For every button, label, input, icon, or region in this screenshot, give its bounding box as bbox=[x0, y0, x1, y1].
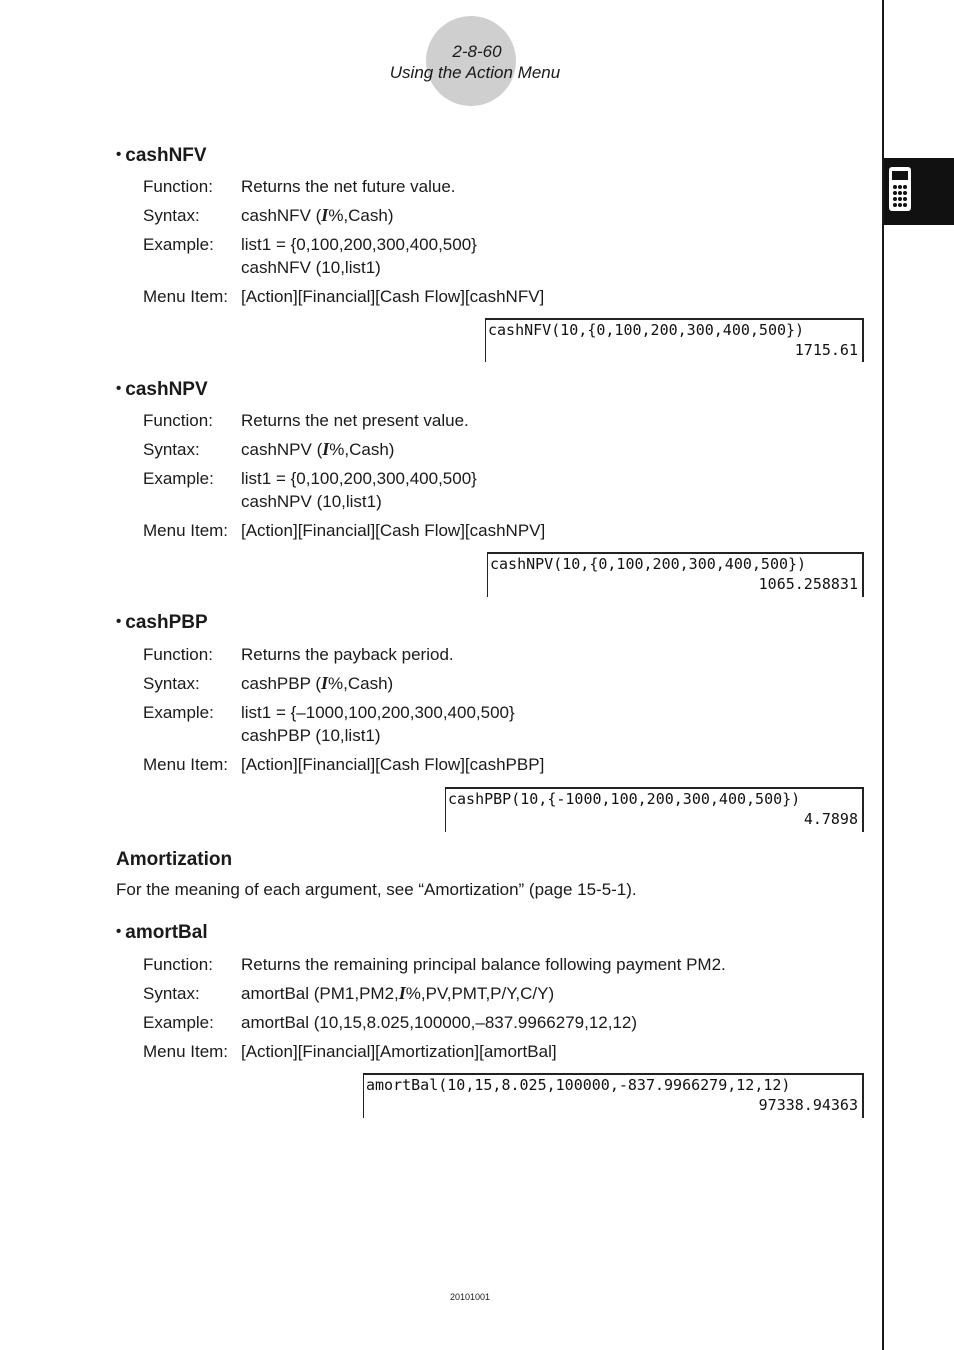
example-label: Example: bbox=[143, 703, 214, 722]
function-text: Returns the net future value. bbox=[241, 177, 456, 196]
menu-path: [Action][Financial][Amortization][amortBal] bbox=[241, 1042, 557, 1061]
section-title: Amortization bbox=[116, 849, 233, 870]
syntax-label: Syntax: bbox=[143, 674, 200, 693]
screen-result: 1715.61 bbox=[794, 341, 858, 359]
footer-code: 20101001 bbox=[449, 1292, 491, 1302]
screen-result: 97338.94363 bbox=[758, 1096, 858, 1114]
example-line-1: list1 = {0,100,200,300,400,500} bbox=[241, 469, 477, 488]
section-description: For the meaning of each argument, see “Amortization” (page 15-5-1). bbox=[116, 880, 637, 899]
bullet: • bbox=[116, 380, 122, 397]
bullet: • bbox=[116, 923, 122, 940]
menu-path: [Action][Financial][Cash Flow][cashPBP] bbox=[241, 755, 545, 774]
page-number: 2-8-60 bbox=[452, 42, 502, 61]
example-line-1: list1 = {0,100,200,300,400,500} bbox=[241, 235, 477, 254]
calculator-screen bbox=[487, 552, 864, 597]
example-line-1: amortBal (10,15,8.025,100000,–837.9966279,12,12) bbox=[241, 1013, 638, 1032]
screen-input: amortBal(10,15,8.025,100000,-837.9966279,12,12) bbox=[366, 1076, 791, 1094]
screen-result: 1065.258831 bbox=[758, 575, 858, 593]
function-label: Function: bbox=[143, 645, 213, 664]
function-label: Function: bbox=[143, 411, 213, 430]
chapter-tab bbox=[884, 158, 954, 225]
menu-label: Menu Item: bbox=[143, 1042, 229, 1061]
item-name: cashPBP bbox=[125, 612, 208, 633]
syntax-text: cashNPV (I%,Cash) bbox=[241, 439, 395, 459]
menu-path: [Action][Financial][Cash Flow][cashNFV] bbox=[241, 287, 545, 306]
screen-input: cashNFV(10,{0,100,200,300,400,500}) bbox=[488, 321, 805, 339]
menu-label: Menu Item: bbox=[143, 755, 229, 774]
example-line-2: cashNFV (10,list1) bbox=[241, 258, 381, 277]
example-label: Example: bbox=[143, 469, 214, 488]
item-title-cashnpv bbox=[116, 379, 208, 401]
menu-path: [Action][Financial][Cash Flow][cashNPV] bbox=[241, 521, 546, 540]
function-text: Returns the remaining principal balance following payment PM2. bbox=[241, 955, 726, 974]
example-line-1: list1 = {–1000,100,200,300,400,500} bbox=[241, 703, 515, 722]
syntax-label: Syntax: bbox=[143, 984, 200, 1003]
bullet: • bbox=[116, 613, 122, 630]
item-name: amortBal bbox=[125, 922, 208, 943]
calculator-icon bbox=[888, 166, 912, 212]
syntax-text: cashPBP (I%,Cash) bbox=[241, 673, 394, 693]
example-line-2: cashPBP (10,list1) bbox=[241, 726, 381, 745]
calculator-screen bbox=[363, 1073, 864, 1118]
example-label: Example: bbox=[143, 235, 214, 254]
function-text: Returns the net present value. bbox=[241, 411, 469, 430]
function-text: Returns the payback period. bbox=[241, 645, 454, 664]
menu-label: Menu Item: bbox=[143, 521, 229, 540]
calculator-screen bbox=[485, 318, 864, 362]
menu-label: Menu Item: bbox=[143, 287, 229, 306]
item-name: cashNFV bbox=[125, 145, 207, 166]
screen-input: cashNPV(10,{0,100,200,300,400,500}) bbox=[490, 555, 807, 573]
item-title-amortbal bbox=[116, 922, 208, 944]
syntax-text: amortBal (PM1,PM2,I%,PV,PMT,P/Y,C/Y) bbox=[241, 983, 555, 1003]
item-title-cashnfv bbox=[116, 145, 207, 167]
syntax-text: cashNFV (I%,Cash) bbox=[241, 205, 394, 225]
page-title: Using the Action Menu bbox=[389, 63, 561, 82]
function-label: Function: bbox=[143, 177, 213, 196]
example-line-2: cashNPV (10,list1) bbox=[241, 492, 382, 511]
item-title-cashpbp bbox=[116, 612, 208, 634]
syntax-label: Syntax: bbox=[143, 206, 200, 225]
bullet: • bbox=[116, 146, 122, 163]
item-name: cashNPV bbox=[125, 379, 208, 400]
screen-result: 4.7898 bbox=[803, 810, 858, 828]
screen-input: cashPBP(10,{-1000,100,200,300,400,500}) bbox=[448, 790, 801, 808]
example-label: Example: bbox=[143, 1013, 214, 1032]
calculator-screen bbox=[445, 787, 864, 832]
syntax-label: Syntax: bbox=[143, 440, 200, 459]
function-label: Function: bbox=[143, 955, 213, 974]
